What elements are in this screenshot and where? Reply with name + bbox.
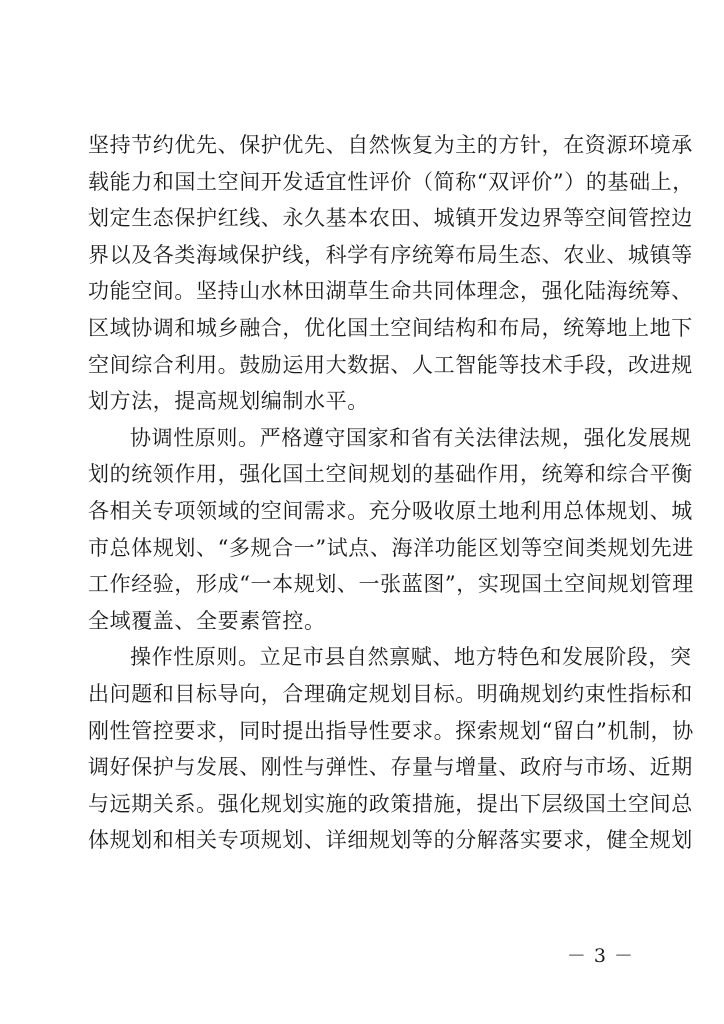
paragraph-line: 全域覆盖、全要素管控。 — [88, 608, 326, 633]
paragraph-line: 操作性原则。立足市县自然禀赋、地方特色和发展阶段，突 — [130, 645, 692, 670]
paragraph-line: 坚持节约优先、保护优先、自然恢复为主的方针，在资源环境承 — [88, 133, 693, 157]
paragraph-line: 功能空间。坚持山水林田湖草生命共同体理念，强化陆海统筹、 — [88, 279, 693, 304]
paragraph-line: 出问题和目标导向，合理确定规划目标。明确规划约束性指标和 — [88, 681, 693, 706]
paragraph-line: 界以及各类海域保护线，科学有序统筹布局生态、农业、城镇等 — [88, 242, 693, 267]
paragraph-line: 区域协调和城乡融合，优化国土空间结构和布局，统筹地上地下 — [88, 315, 693, 340]
paragraph-line: 市总体规划、“多规合一”试点、海洋功能区划等空间类规划先进 — [88, 535, 694, 560]
paragraph-line: 划的统领作用，强化国土空间规划的基础作用，统筹和综合平衡 — [88, 462, 693, 487]
paragraph-line: 各相关专项领域的空间需求。充分吸收原土地利用总体规划、城 — [88, 498, 693, 523]
paragraph-line: 载能力和国土空间开发适宜性评价（简称“双评价”）的基础上， — [88, 169, 694, 194]
paragraph-line: 划定生态保护红线、永久基本农田、城镇开发边界等空间管控边 — [88, 206, 693, 231]
page-number: － 3 － — [566, 945, 634, 967]
paragraph-line: 刚性管控要求，同时提出指导性要求。探索规划“留白”机制，协 — [88, 718, 694, 743]
paragraph-line: 空间综合利用。鼓励运用大数据、人工智能等技术手段，改进规 — [88, 352, 693, 377]
paragraph-line: 工作经验，形成“一本规划、一张蓝图”，实现国土空间规划管理 — [88, 572, 694, 597]
paragraph-line: 划方法，提高规划编制水平。 — [88, 389, 369, 414]
paragraph-line: 调好保护与发展、刚性与弹性、存量与增量、政府与市场、近期 — [88, 755, 693, 780]
paragraph-line: 与远期关系。强化规划实施的政策措施，提出下层级国土空间总 — [88, 791, 693, 816]
paragraph-line: 体规划和相关专项规划、详细规划等的分解落实要求，健全规划 — [88, 828, 693, 853]
paragraph-line: 协调性原则。严格遵守国家和省有关法律法规，强化发展规 — [130, 425, 692, 450]
body-text — [88, 127, 694, 859]
